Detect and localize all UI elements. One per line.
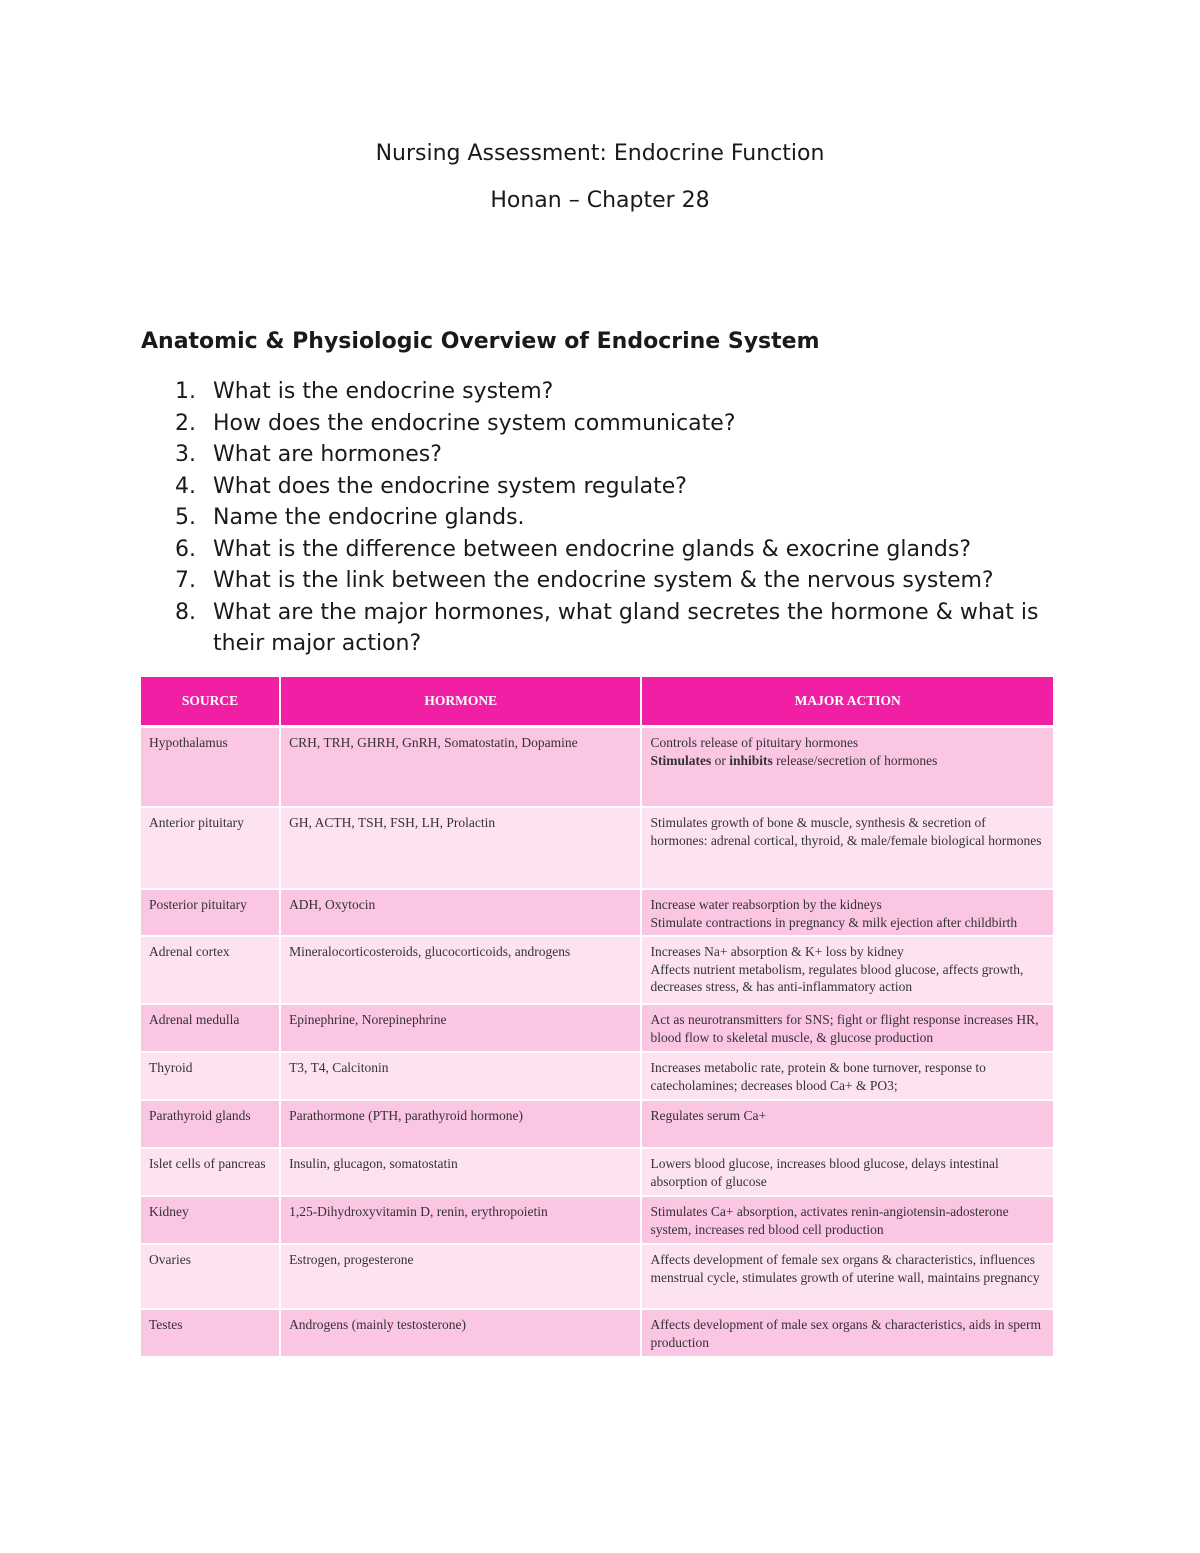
table-row bbox=[141, 937, 1055, 1005]
cell-hormone: Estrogen, progesterone bbox=[281, 1245, 642, 1310]
list-item bbox=[141, 471, 1061, 503]
list-item bbox=[141, 502, 1061, 534]
cell-action: Stimulates Ca+ absorption, activates renin-angiotensin-adosterone system, increases red blood cell production bbox=[642, 1197, 1055, 1245]
action-line: Stimulate contractions in pregnancy & milk ejection after childbirth bbox=[650, 914, 1018, 930]
action-line: Controls release of pituitary hormones bbox=[650, 735, 859, 750]
list-item bbox=[141, 376, 1061, 408]
list-item-number: 8. bbox=[175, 599, 196, 625]
table-row bbox=[141, 1149, 1055, 1197]
column-header-source: SOURCE bbox=[141, 677, 281, 728]
list-item-text: What is the difference between endocrine glands & exocrine glands? bbox=[213, 536, 972, 562]
cell-source: Posterior pituitary bbox=[141, 890, 281, 937]
list-item-text: What are the major hormones, what gland secretes the hormone & what is their major action? bbox=[213, 599, 1039, 656]
cell-action: Affects development of female sex organs & characteristics, influences menstrual cycle, stimulates growth of uterine wall, maintains pregnancy bbox=[642, 1245, 1055, 1310]
cell-hormone: 1,25-Dihydroxyvitamin D, renin, erythropoietin bbox=[281, 1197, 642, 1245]
action-emphasis: Stimulates bbox=[650, 752, 712, 768]
cell-hormone: Androgens (mainly testosterone) bbox=[281, 1310, 642, 1358]
document-subtitle: Honan – Chapter 28 bbox=[490, 188, 710, 213]
section-heading: Anatomic & Physiologic Overview of Endocrine System bbox=[141, 329, 820, 354]
list-item-number: 1. bbox=[175, 379, 196, 404]
list-item-text: Name the endocrine glands. bbox=[213, 505, 525, 530]
list-item-text: What is the link between the endocrine system & the nervous system? bbox=[213, 568, 994, 593]
cell-action: Stimulates growth of bone & muscle, synthesis & secretion of hormones: adrenal cortical, thyroid, & male/female biological hormones bbox=[642, 808, 1055, 890]
list-item-text: What does the endocrine system regulate? bbox=[213, 473, 687, 499]
list-item-text: How does the endocrine system communicate? bbox=[213, 410, 736, 436]
cell-hormone: Parathormone (PTH, parathyroid hormone) bbox=[281, 1101, 642, 1149]
cell-action bbox=[642, 937, 1055, 1005]
action-line: Increase water reabsorption by the kidneys bbox=[650, 897, 882, 912]
cell-hormone: Epinephrine, Norepinephrine bbox=[281, 1005, 642, 1053]
cell-source: Ovaries bbox=[141, 1245, 281, 1310]
cell-action: Affects development of male sex organs & characteristics, aids in sperm production bbox=[642, 1310, 1055, 1358]
cell-hormone: ADH, Oxytocin bbox=[281, 890, 642, 937]
question-list bbox=[141, 376, 1061, 660]
list-item bbox=[141, 408, 1061, 440]
list-item bbox=[141, 439, 1061, 471]
cell-source: Adrenal medulla bbox=[141, 1005, 281, 1053]
column-header-action: MAJOR ACTION bbox=[642, 677, 1055, 728]
table-header-row bbox=[141, 677, 1055, 728]
cell-action: Lowers blood glucose, increases blood glucose, delays intestinal absorption of glucose bbox=[642, 1149, 1055, 1197]
cell-source: Hypothalamus bbox=[141, 728, 281, 808]
cell-hormone: Insulin, glucagon, somatostatin bbox=[281, 1149, 642, 1197]
cell-source: Parathyroid glands bbox=[141, 1101, 281, 1149]
table-row bbox=[141, 808, 1055, 890]
table-row bbox=[141, 1197, 1055, 1245]
cell-action: Increases metabolic rate, protein & bone turnover, response to catecholamines; decreases blood Ca+ & PO3; bbox=[642, 1053, 1055, 1101]
cell-source: Thyroid bbox=[141, 1053, 281, 1101]
cell-action: Act as neurotransmitters for SNS; fight or flight response increases HR, blood flow to skeletal muscle, & glucose production bbox=[642, 1005, 1055, 1053]
table-row bbox=[141, 890, 1055, 937]
table-row bbox=[141, 1005, 1055, 1053]
action-line: Affects nutrient metabolism, regulates blood glucose, affects growth, decreases stress, & has anti-inflammatory action bbox=[650, 961, 1024, 994]
list-item-number: 4. bbox=[175, 473, 196, 499]
table-row bbox=[141, 1245, 1055, 1310]
action-emphasis: inhibits bbox=[729, 752, 773, 768]
cell-action bbox=[642, 728, 1055, 808]
list-item-number: 6. bbox=[175, 536, 196, 562]
cell-hormone: Mineralocorticosteroids, glucocorticoids, androgens bbox=[281, 937, 642, 1005]
list-item-text: What are hormones? bbox=[213, 442, 442, 467]
list-item bbox=[141, 534, 1061, 566]
list-item-number: 7. bbox=[175, 568, 196, 593]
action-text: release/secretion of hormones bbox=[772, 752, 938, 768]
table-row bbox=[141, 1101, 1055, 1149]
cell-source: Kidney bbox=[141, 1197, 281, 1245]
document-title: Nursing Assessment: Endocrine Function bbox=[375, 141, 825, 166]
cell-hormone: T3, T4, Calcitonin bbox=[281, 1053, 642, 1101]
list-item-text: What is the endocrine system? bbox=[213, 379, 554, 404]
hormone-table bbox=[141, 677, 1055, 1358]
cell-action bbox=[642, 890, 1055, 937]
action-line bbox=[650, 752, 1045, 770]
table-row bbox=[141, 728, 1055, 808]
cell-hormone: GH, ACTH, TSH, FSH, LH, Prolactin bbox=[281, 808, 642, 890]
cell-action: Regulates serum Ca+ bbox=[642, 1101, 1055, 1149]
cell-source: Anterior pituitary bbox=[141, 808, 281, 890]
action-text: or bbox=[711, 752, 730, 768]
list-item-number: 5. bbox=[175, 505, 196, 530]
action-line: Increases Na+ absorption & K+ loss by kidney bbox=[650, 944, 904, 959]
table-row bbox=[141, 1053, 1055, 1101]
column-header-hormone: HORMONE bbox=[281, 677, 642, 728]
table-row bbox=[141, 1310, 1055, 1358]
cell-source: Islet cells of pancreas bbox=[141, 1149, 281, 1197]
cell-hormone: CRH, TRH, GHRH, GnRH, Somatostatin, Dopamine bbox=[281, 728, 642, 808]
list-item bbox=[141, 565, 1061, 597]
list-item-number: 2. bbox=[175, 410, 196, 436]
cell-source: Adrenal cortex bbox=[141, 937, 281, 1005]
cell-source: Testes bbox=[141, 1310, 281, 1358]
list-item-number: 3. bbox=[175, 442, 196, 467]
list-item bbox=[141, 597, 1061, 660]
